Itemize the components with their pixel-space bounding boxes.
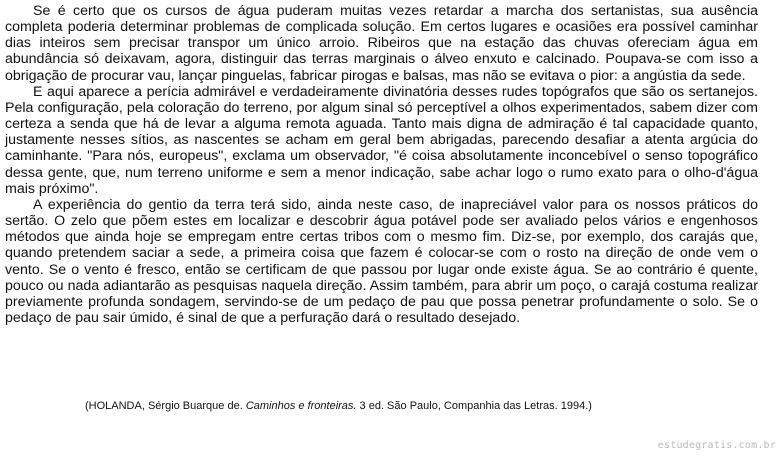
paragraph-1: Se é certo que os cursos de água puderam muitas vezes retardar a marcha dos sertanistas, sua ausência completa poderia determinar problemas de complicada solução. Em certos lugares e ocasiões era possível caminhar dias inteiros sem precisar transpor um único arroio. Ribeiros que na estação das chuvas ofereciam água em abundância só deixavam, agora, distinguir das terras marginais o álveo enxuto e calcinado. Poupava-se com isso a obrigação de procurar vau, lançar pinguelas, fabricar pirogas e balsas, mas não se evitava o pior: a angústia da sede. — [5, 3, 758, 84]
paragraph-3: A experiência do gentio da terra terá sido, ainda neste caso, de inapreciável valor para os nossos práticos do sertão. O zelo que põem estes em localizar e descobrir água potável pode ser avaliado pelos vários e engenhosos métodos que ainda hoje se empregam entre certas tribos com o mesmo fim. Diz-se, por exemplo, dos carajás que, quando pretendem saciar a sede, a primeira coisa que fazem é colocar-se com o rosto na direção de onde vem o vento. Se o vento é fresco, então se certificam de que passou por lugar onde existe água. Se ao contrário é quente, pouco ou nada adiantarão as pesquisas naquela direção. Assim também, para abrir um poço, o carajá costuma realizar previamente profunda sondagem, servindo-se de um pedaço de pau que possa penetrar profundamente o solo. Se o pedaço de pau sair úmido, é sinal de que a perfuração dará o resultado desejado. — [5, 196, 758, 326]
site-watermark: estudegratis.com.br — [657, 440, 776, 451]
text-body — [5, 3, 758, 326]
paragraph-2: E aqui aparece a perícia admirável e verdadeiramente divinatória desses rudes topógrafos que são os sertanejos. Pela configuração, pela coloração do terreno, por algum sinal só perceptível a olhos experimentados, sabem dizer com certeza a senda que há de levar a alguma remota aguada. Tanto mais digna de admiração é tal capacidade quanto, justamente nesses sítios, as nascentes se acham em geral bem abrigadas, parecendo desafiar a atenta argúcia do caminhante. "Para nós, europeus", exclama um observador, "é coisa absolutamente inconcebível o senso topográfico dessa gente, que, num terreno uniforme e sem a menor indicação, sabe achar logo o rumo exato para o olho-d'água mais próximo". — [5, 83, 758, 197]
citation-book-title: Caminhos e fronteiras. — [245, 400, 357, 412]
source-citation — [85, 400, 592, 413]
citation-author: (HOLANDA, Sérgio Buarque de. — [85, 400, 246, 412]
citation-publisher: 3 ed. São Paulo, Companhia das Letras. 1994.) — [356, 400, 592, 412]
